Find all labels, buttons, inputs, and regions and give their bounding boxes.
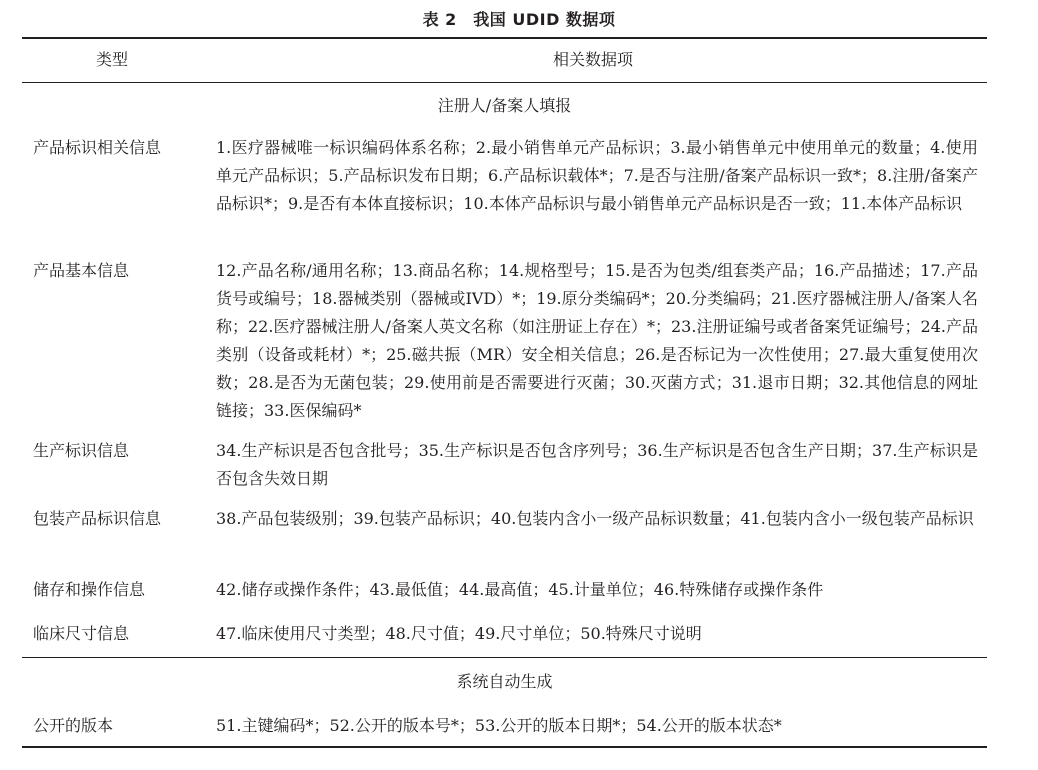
section-title-auto: 系统自动生成	[456, 672, 553, 691]
row-data-items: 47.临床使用尺寸类型；48.尺寸值；49.尺寸单位；50.特殊尺寸说明	[216, 624, 702, 643]
row-data-items: 34.生产标识是否包含批号；35.生产标识是否包含序列号；36.生产标识是否包含生产日期；37.生产标识是否包含失效日期	[216, 441, 978, 488]
row-data-items: 12.产品名称/通用名称；13.商品名称；14.规格型号；15.是否为包类/组套类产品；16.产品描述；17.产品货号或编号；18.器械类别（器械或IVD）*；19.原分类编码*；20.分类编码；21.医疗器械注册人/备案人名称；22.医疗器械注册人/备案人英文名称（如注册证上存在）*；23.注册证编号或者备案凭证编号；24.产品类别（设备或耗材）*；25.磁共振（MR）安全相关信息；26.是否标记为一次性使用；27.最大重复使用次数；28.是否为无菌包装；29.使用前是否需要进行灭菌；30.灭菌方式；31.退市日期；32.其他信息的网址链接；33.医保编码*	[216, 261, 978, 420]
row-type-label: 生产标识信息	[33, 441, 130, 460]
top-rule	[22, 37, 987, 39]
section-title-registrant: 注册人/备案人填报	[437, 96, 572, 115]
table-caption: 表 2 我国 UDID 数据项	[422, 10, 616, 29]
row-type-label: 产品基本信息	[33, 261, 130, 280]
header-rule	[22, 82, 987, 83]
header-items: 相关数据项	[553, 50, 634, 69]
row-data-items: 1.医疗器械唯一标识编码体系名称；2.最小销售单元产品标识；3.最小销售单元中使用单元的数量；4.使用单元产品标识；5.产品标识发布日期；6.产品标识载体*；7.是否与注册/备案产品标识一致*；8.注册/备案产品标识*；9.是否有本体直接标识；10.本体产品标识与最小销售单元产品标识是否一致；11.本体产品标识	[216, 138, 978, 213]
row-type-label: 临床尺寸信息	[33, 624, 130, 643]
bottom-rule	[22, 746, 987, 748]
section-rule	[22, 657, 987, 658]
row-type-label: 产品标识相关信息	[33, 138, 162, 157]
row-data-items: 38.产品包装级别；39.包装产品标识；40.包装内含小一级产品标识数量；41.包装内含小一级包装产品标识	[216, 509, 974, 528]
row-type-label: 储存和操作信息	[33, 580, 146, 599]
row-type-label: 包装产品标识信息	[33, 509, 162, 528]
row-type-label: 公开的版本	[33, 716, 114, 735]
row-data-items: 42.储存或操作条件；43.最低值；44.最高值；45.计量单位；46.特殊储存或操作条件	[216, 580, 824, 599]
header-type: 类型	[96, 50, 129, 69]
row-data-items: 51.主键编码*；52.公开的版本号*；53.公开的版本日期*；54.公开的版本状态*	[216, 716, 782, 735]
